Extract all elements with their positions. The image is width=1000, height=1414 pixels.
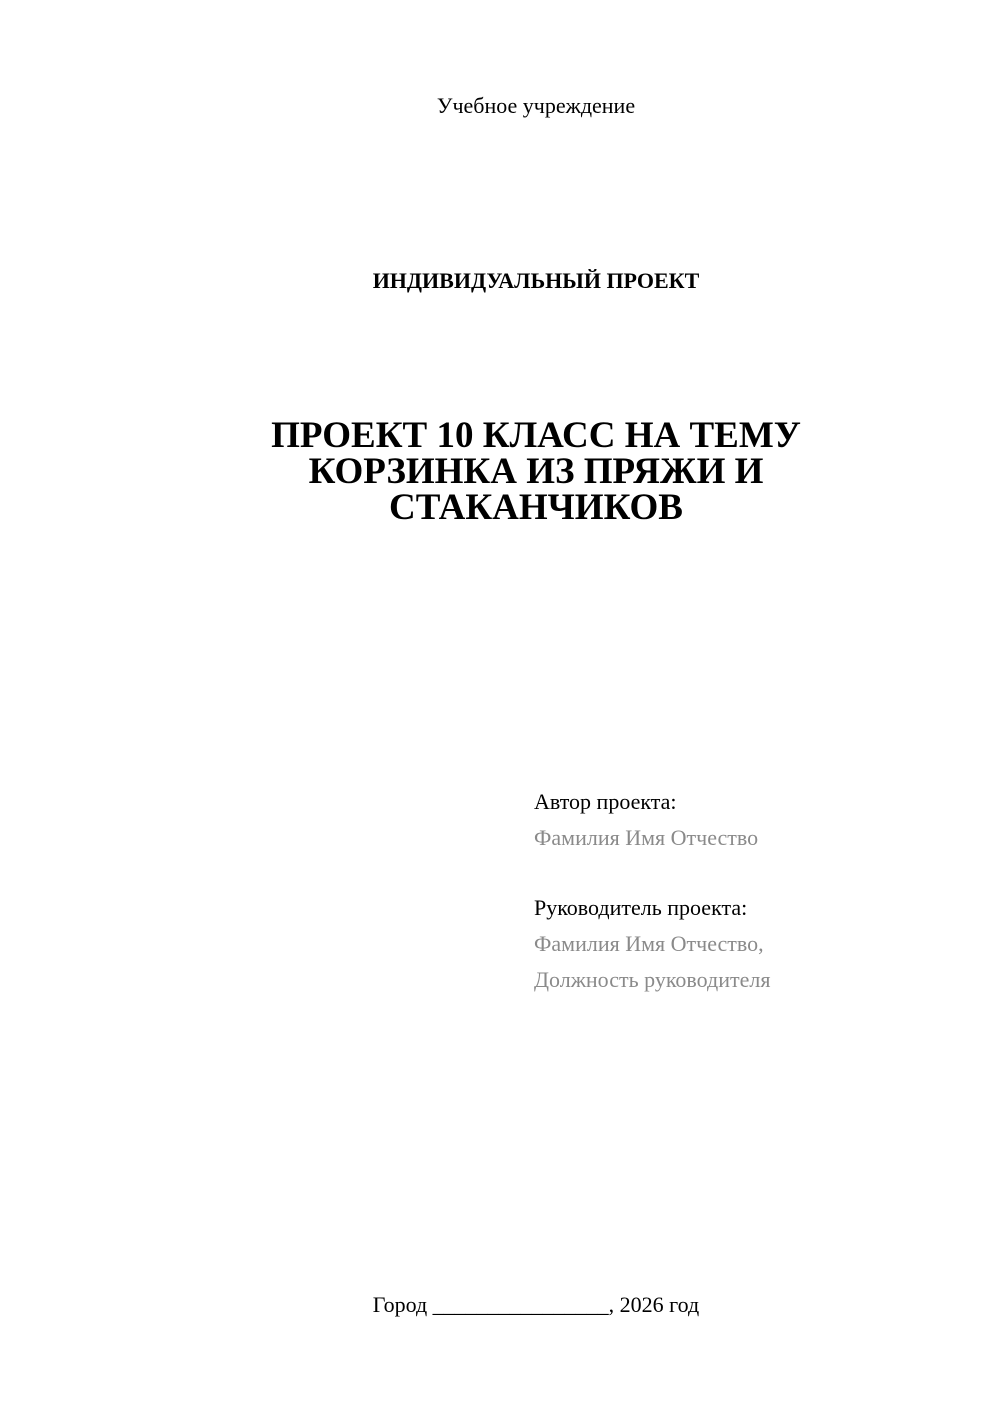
year-text: , 2026 год bbox=[608, 1292, 700, 1317]
author-name: Фамилия Имя Отчество bbox=[534, 825, 759, 850]
city-year-line bbox=[0, 1290, 1000, 1320]
project-title-line: ПРОЕКТ 10 КЛАСС НА ТЕМУ bbox=[271, 415, 801, 456]
project-title-line: СТАКАНЧИКОВ bbox=[389, 487, 683, 528]
institution-name: Учебное учреждение bbox=[436, 93, 636, 118]
supervisor-label: Руководитель проекта: bbox=[534, 895, 748, 920]
city-label: Город bbox=[372, 1292, 428, 1317]
project-title bbox=[236, 415, 836, 528]
city-blank: ________________ bbox=[432, 1292, 609, 1317]
supervisor-position: Должность руководителя bbox=[534, 967, 771, 992]
supervisor-block bbox=[534, 890, 974, 998]
document-type: ИНДИВИДУАЛЬНЫЙ ПРОЕКТ bbox=[372, 268, 700, 293]
author-block bbox=[534, 784, 974, 856]
supervisor-name: Фамилия Имя Отчество, bbox=[534, 931, 764, 956]
author-label: Автор проекта: bbox=[534, 789, 677, 814]
project-title-line: КОРЗИНКА ИЗ ПРЯЖИ И bbox=[308, 451, 764, 492]
